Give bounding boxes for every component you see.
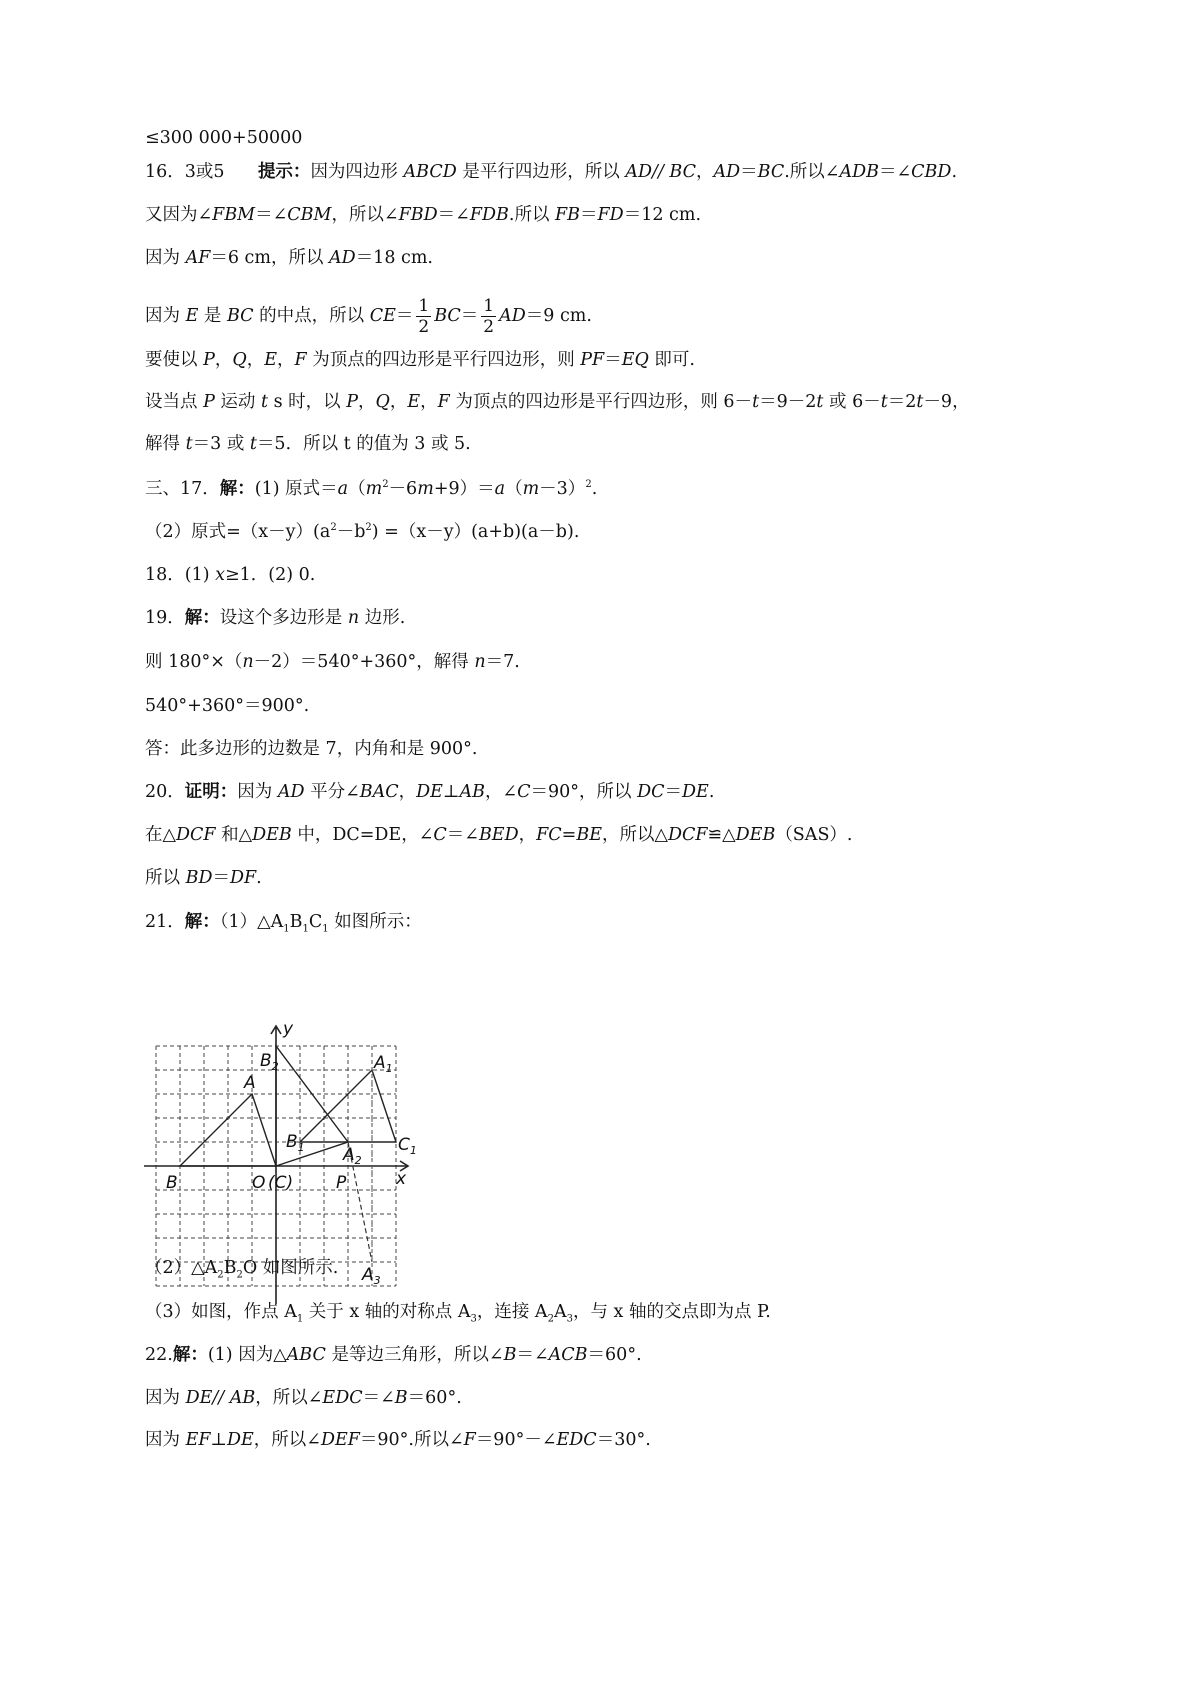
- fraction-half: $\frac{1}{2}$: [483, 296, 495, 337]
- answer-20: 20．证明：因为 AD 平分∠BAC，DE⊥AB，∠C＝90°，所以 DC＝DE.: [145, 782, 715, 802]
- answer-19-line-3: 540°+360°＝900°.: [145, 696, 310, 716]
- answer-21: 21．解：$(1)\triangle A_1B_1C_1$ 如图所示：: [145, 912, 422, 935]
- label-x: x: [396, 1169, 407, 1189]
- answer-22-line-3: 因为 EF⊥DE，所以∠DEF＝90°.所以∠F＝90°－∠EDC＝30°.: [145, 1430, 651, 1450]
- answer-20-line-2: 在△DCF 和△DEB 中，DC=DE，∠C＝∠BED，FC=BE，所以△DCF≌△DEB（SAS）.: [145, 825, 853, 845]
- label-B1: $B_1$: [286, 1132, 305, 1154]
- answer-16: 16．3或5 提示：因为四边形 ABCD 是平行四边形，所以 AD// BC，AD＝BC.所以∠ADB＝∠CBD.: [145, 162, 958, 182]
- answer-17-2: （2）原式$=(x-y)(a^2-b^2) =(x-y)(a+b)(a-b)$.: [145, 522, 580, 542]
- answer-21-3: （3）如图，作点 $A_1$ 关于 x 轴的对称点 $A_3$，连接 $A_2A_3$，与 x 轴的交点即为点 P.: [145, 1302, 771, 1325]
- answer-16-line-3: 因为 AF＝6 cm，所以 AD＝18 cm.: [145, 248, 433, 268]
- answer-17-1: 三、17．解：(1) 原式$=a(m^2-6m+9)=a(m-3)^2$.: [145, 479, 598, 499]
- label-A3: $A_3$: [362, 1265, 381, 1287]
- answer-21-2: $(2)\triangle A_2B_2O$ 如图所示.: [145, 1258, 339, 1281]
- answer-16-line-2: 又因为∠FBM＝∠CBM，所以∠FBD＝∠FDB.所以 FB＝FD＝12 cm.: [145, 205, 702, 225]
- answer-19-line-4: 答：此多边形的边数是 7，内角和是 900°.: [145, 739, 478, 759]
- label-B2: $B_2$: [260, 1051, 279, 1073]
- answer-19: 19．解：设这个多边形是 n 边形.: [145, 608, 406, 628]
- answer-16-line-7: 解得 t＝3 或 t＝5．所以 t 的值为 3 或 5.: [145, 434, 471, 454]
- answer-19-line-2: 则 180°×（n－2）＝540°+360°，解得 n＝7.: [145, 652, 520, 672]
- answer-16-line-5: 要使以 P，Q，E，F 为顶点的四边形是平行四边形，则 PF＝EQ 即可.: [145, 350, 695, 370]
- label-P: P: [336, 1173, 347, 1193]
- label-O: O: [252, 1173, 266, 1193]
- answer-18: 18．(1) x≥1．(2) 0.: [145, 565, 316, 585]
- label-y: y: [283, 1019, 294, 1039]
- label-A2: $A_2$: [343, 1145, 362, 1167]
- answer-16-line-6: 设当点 P 运动 t s 时，以 P，Q，E，F 为顶点的四边形是平行四边形，则 6－t＝9－2t 或 6－t＝2t－9，: [145, 392, 970, 412]
- fraction-half: $\frac{1}{2}$: [418, 296, 430, 337]
- label-C1: $C_1$: [398, 1135, 417, 1157]
- answer-22-line-2: 因为 DE// AB，所以∠EDC＝∠B＝60°.: [145, 1388, 462, 1408]
- label-A1: $A_1$: [374, 1053, 393, 1075]
- label-B: B: [166, 1173, 178, 1193]
- answer-20-line-3: 所以 BD＝DF.: [145, 868, 262, 888]
- answer-22: 22.解：(1) 因为△ABC 是等边三角形，所以∠B＝∠ACB＝60°.: [145, 1345, 642, 1365]
- label-C: (C): [268, 1173, 294, 1193]
- label-A: A: [244, 1073, 256, 1093]
- line-continuation: ≤300 000+50000: [145, 128, 303, 148]
- answer-16-line-4: 因为 E 是 BC 的中点，所以 CE＝ $\frac{1}{2}$ BC＝ $\frac{1}{2}$ AD＝9 cm.: [145, 296, 592, 337]
